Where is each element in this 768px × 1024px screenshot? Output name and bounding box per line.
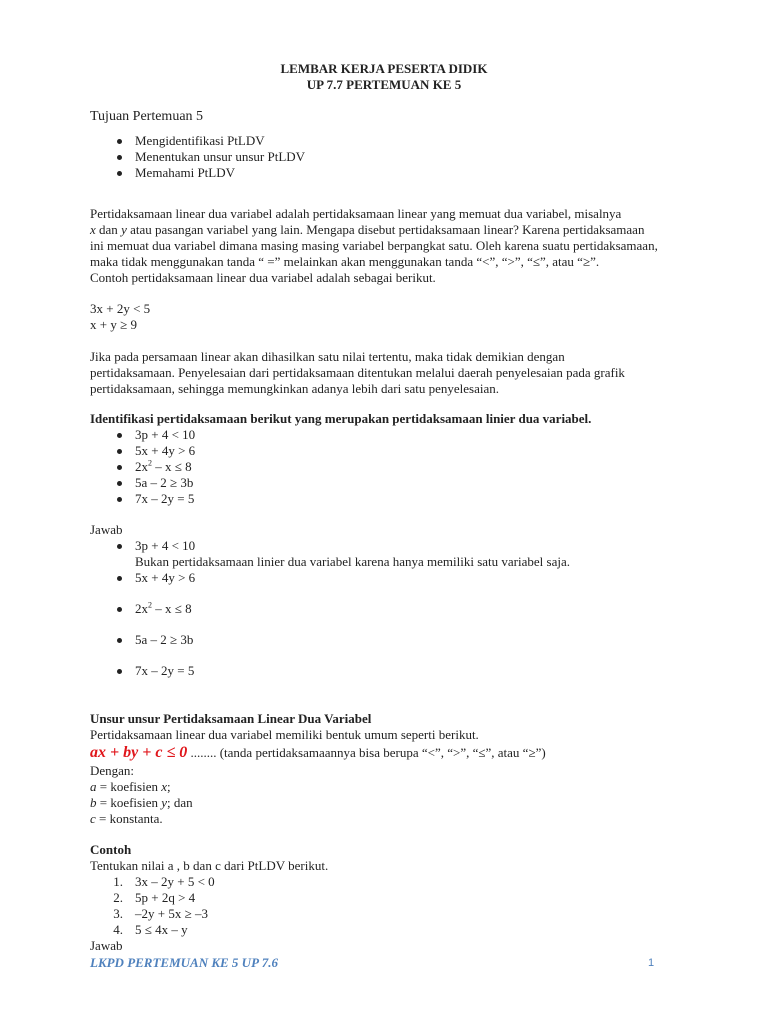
- bullet: [117, 449, 122, 454]
- jawab-note: Bukan pertidaksamaan linier dua variabel karena hanya memiliki satu variabel saja.: [135, 554, 570, 569]
- list-number: 4.: [113, 922, 123, 937]
- contoh-item: –2y + 5x ≥ –3: [135, 906, 208, 921]
- bullet: [117, 576, 122, 581]
- definition-text: = koefisien: [96, 795, 162, 810]
- definition-c: [90, 811, 163, 827]
- jawab-item: 3p + 4 < 10: [135, 538, 196, 553]
- definition-a: [90, 779, 171, 795]
- identifikasi-item: 3p + 4 < 10: [135, 427, 196, 442]
- item-rest: – x ≤ 8: [152, 601, 192, 616]
- jawab-item: 5a – 2 ≥ 3b: [135, 632, 194, 647]
- item-rest: – x ≤ 8: [152, 459, 192, 474]
- unsur-heading: Unsur unsur Pertidaksamaan Linear Dua Variabel: [90, 711, 372, 726]
- dengan-label: Dengan:: [90, 763, 135, 778]
- contoh-item: 3x – 2y + 5 < 0: [135, 874, 215, 889]
- definition-end: ;: [167, 779, 171, 794]
- var-y: y: [121, 222, 127, 237]
- bullet: [117, 544, 122, 549]
- bullet: [117, 669, 122, 674]
- bullet: [117, 481, 122, 486]
- formula-note: ........ (tanda pertidaksamaannya bisa berupa “<”, “>”, “≤”, atau “≥”): [187, 745, 546, 760]
- definition-text: = koefisien: [96, 779, 162, 794]
- var-b: b: [90, 795, 97, 810]
- intro-line: ini memuat dua variabel dimana masing masing variabel berpangkat satu. Oleh karena suatu pertidaksamaan,: [90, 238, 658, 253]
- paragraph-line: pertidaksamaan, sehingga memungkinkan adanya lebih dari satu penyelesaian.: [90, 381, 499, 396]
- contoh-item: 5 ≤ 4x – y: [135, 922, 188, 937]
- identifikasi-item: 5a – 2 ≥ 3b: [135, 475, 194, 490]
- definition-b: [90, 795, 193, 811]
- general-formula: ax + by + c ≤ 0: [90, 744, 188, 761]
- bullet: [117, 433, 122, 438]
- intro-text: atau pasangan variabel yang lain. Mengapa disebut pertidaksamaan linear? Karena pertidaksamaan: [126, 222, 645, 237]
- identifikasi-heading: Identifikasi pertidaksamaan berikut yang merupakan pertidaksamaan linier dua variabel.: [90, 411, 592, 426]
- jawab-item: 7x – 2y = 5: [135, 663, 195, 678]
- jawab-heading: Jawab: [90, 522, 123, 537]
- var-x: x: [161, 779, 168, 794]
- item-base: 2x: [135, 459, 148, 474]
- general-form-line: [90, 743, 546, 763]
- superscript: 2: [148, 600, 152, 610]
- jawab-item: 5x + 4y > 6: [135, 570, 196, 585]
- intro-line: Contoh pertidaksamaan linear dua variabel adalah sebagai berikut.: [90, 270, 436, 285]
- contoh-heading: Contoh: [90, 842, 132, 857]
- var-c: c: [90, 811, 96, 826]
- example-inequality: x + y ≥ 9: [90, 317, 137, 332]
- footer-text: LKPD PERTEMUAN KE 5 UP 7.6: [90, 955, 279, 970]
- bullet: [117, 465, 122, 470]
- bullet: [117, 171, 122, 176]
- bullet: [117, 497, 122, 502]
- var-a: a: [90, 779, 97, 794]
- unsur-intro: Pertidaksamaan linear dua variabel memiliki bentuk umum seperti berikut.: [90, 727, 479, 742]
- list-number: 3.: [113, 906, 123, 921]
- tujuan-item: Memahami PtLDV: [135, 165, 236, 180]
- contoh-item: 5p + 2q > 4: [135, 890, 196, 905]
- list-number: 2.: [113, 890, 123, 905]
- item-base: 2x: [135, 601, 148, 616]
- contoh-jawab: Jawab: [90, 938, 123, 953]
- tujuan-item: Menentukan unsur unsur PtLDV: [135, 149, 306, 164]
- identifikasi-item: [135, 459, 192, 475]
- list-number: 1.: [113, 874, 123, 889]
- bullet: [117, 638, 122, 643]
- document-subtitle: UP 7.7 PERTEMUAN KE 5: [306, 77, 462, 92]
- var-y: y: [161, 795, 168, 810]
- definition-end: ; dan: [167, 795, 193, 810]
- document-title: LEMBAR KERJA PESERTA DIDIK: [280, 61, 488, 76]
- example-inequality: 3x + 2y < 5: [90, 301, 151, 316]
- paragraph-line: pertidaksamaan. Penyelesaian dari pertidaksamaan ditentukan melalui daerah penyelesaian pada grafik: [90, 365, 625, 380]
- tujuan-heading: Tujuan Pertemuan 5: [90, 109, 204, 124]
- page-number: 1: [648, 957, 655, 969]
- bullet: [117, 155, 122, 160]
- var-x: x: [90, 222, 96, 237]
- identifikasi-item: 5x + 4y > 6: [135, 443, 196, 458]
- intro-line: Pertidaksamaan linear dua variabel adalah pertidaksamaan linear yang memuat dua variabel, misalnya: [90, 206, 622, 221]
- definition-text: = konstanta.: [95, 811, 163, 826]
- tujuan-item: Mengidentifikasi PtLDV: [135, 133, 265, 148]
- intro-line: [90, 222, 644, 238]
- jawab-item: [135, 601, 192, 617]
- identifikasi-item: 7x – 2y = 5: [135, 491, 195, 506]
- bullet: [117, 607, 122, 612]
- bullet: [117, 139, 122, 144]
- superscript: 2: [148, 458, 152, 468]
- intro-text: dan: [95, 222, 122, 237]
- intro-line: maka tidak menggunakan tanda “ =” melainkan akan menggunakan tanda “<”, “>”, “≤”, atau “≥”.: [90, 254, 600, 269]
- contoh-intro: Tentukan nilai a , b dan c dari PtLDV berikut.: [90, 858, 329, 873]
- paragraph-line: Jika pada persamaan linear akan dihasilkan satu nilai tertentu, maka tidak demikian dengan: [90, 349, 565, 364]
